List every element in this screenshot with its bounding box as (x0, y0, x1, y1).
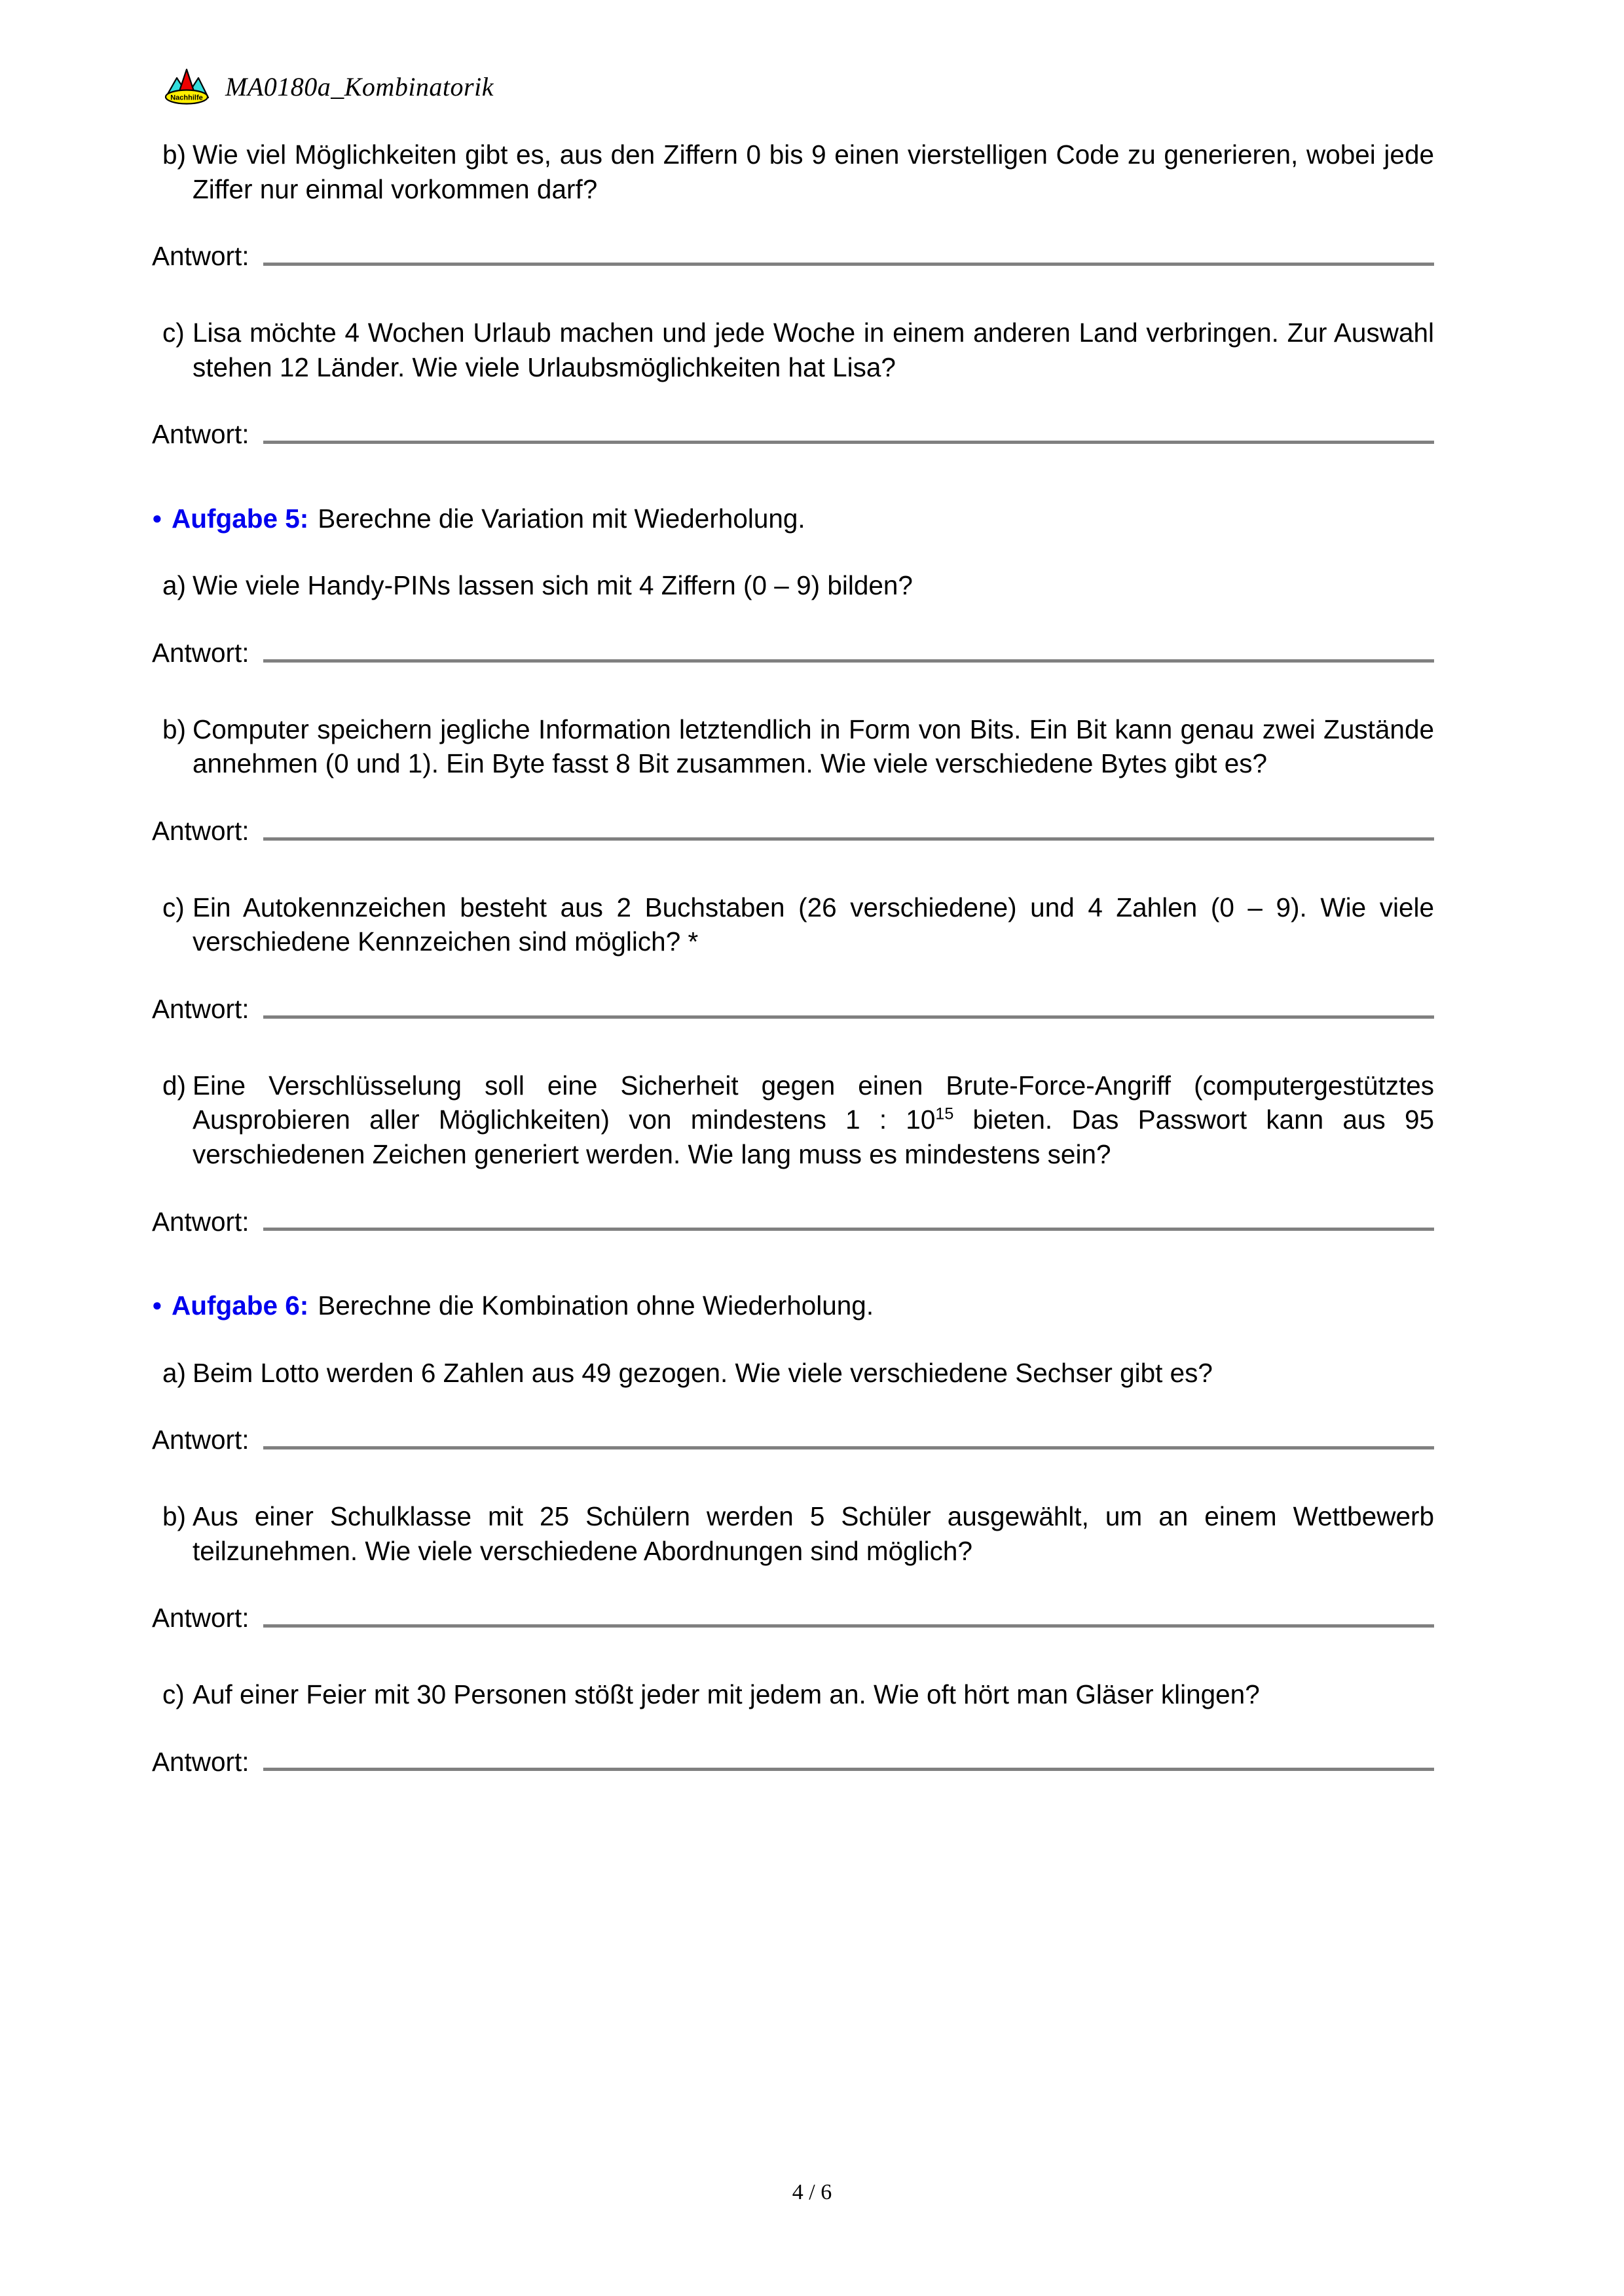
question-item (152, 137, 1434, 206)
answer-line[interactable] (152, 1601, 1434, 1635)
aufgabe-6-heading (152, 1288, 1434, 1323)
answer-rule[interactable] (263, 263, 1434, 266)
item-text: Wie viel Möglichkeiten gibt es, aus den Ziffern 0 bis 9 einen vierstelligen Code zu generieren, wobei jede Ziffer nur einmal vorkommen darf? (193, 139, 1434, 204)
answer-line[interactable] (152, 1745, 1434, 1779)
question-item (152, 1068, 1434, 1172)
answer-line[interactable] (152, 1423, 1434, 1457)
item-text: Aus einer Schulklasse mit 25 Schülern werden 5 Schüler ausgewählt, um an einem Wettbewerb teilzunehmen. Wie viele verschiedene Abordnungen sind möglich? (193, 1501, 1434, 1566)
logo-label: Nachhilfe (170, 94, 203, 102)
answer-rule[interactable] (263, 1446, 1434, 1449)
answer-line[interactable] (152, 1205, 1434, 1239)
nachhilfe-logo-icon (162, 67, 211, 105)
exponent: 15 (935, 1104, 954, 1123)
document-header (162, 63, 494, 109)
aufgabe-5-description: Berechne die Variation mit Wiederholung. (318, 503, 805, 534)
answer-rule[interactable] (263, 441, 1434, 444)
answer-rule[interactable] (263, 1624, 1434, 1628)
answer-label: Antwort: (152, 1746, 249, 1777)
bullet-icon: ● (152, 1295, 162, 1315)
item-marker: d) (162, 1070, 187, 1101)
answer-rule[interactable] (263, 1015, 1434, 1019)
item-text-part1: Eine Verschlüsselung soll eine Sicherheit gegen einen Brute-Force-Angriff (computergestütztes Ausprobieren aller Möglichkeiten) von mindestens 1 : 10 (193, 1070, 1434, 1135)
question-item (152, 712, 1434, 781)
bullet-icon: ● (152, 507, 162, 528)
answer-label: Antwort: (152, 816, 249, 847)
question-item (152, 1499, 1434, 1568)
item-marker: b) (162, 1501, 187, 1532)
answer-line[interactable] (152, 239, 1434, 274)
question-item (152, 1677, 1434, 1712)
answer-label: Antwort: (152, 419, 249, 450)
aufgabe-5-heading (152, 501, 1434, 536)
page-footer: 4 / 6 (792, 2180, 832, 2204)
item-text: Beim Lotto werden 6 Zahlen aus 49 gezogen. Wie viele verschiedene Sechser gibt es? (193, 1357, 1213, 1388)
question-item (152, 890, 1434, 959)
answer-label: Antwort: (152, 1206, 249, 1237)
item-text: Wie viele Handy-PINs lassen sich mit 4 Ziffern (0 – 9) bilden? (193, 570, 913, 601)
item-marker: a) (162, 1357, 187, 1388)
item-marker: a) (162, 570, 187, 601)
item-marker: b) (162, 139, 187, 170)
aufgabe-5-label: Aufgabe 5: (172, 503, 309, 534)
document-body (152, 137, 1434, 1779)
answer-label: Antwort: (152, 241, 249, 272)
answer-line[interactable] (152, 814, 1434, 848)
question-item (152, 568, 1434, 603)
question-item (152, 316, 1434, 384)
answer-line[interactable] (152, 636, 1434, 670)
answer-label: Antwort: (152, 1425, 249, 1455)
item-text: Computer speichern jegliche Information letztendlich in Form von Bits. Ein Bit kann genau zwei Zustände annehmen (0 und 1). Ein Byte fasst 8 Bit zusammen. Wie viele verschiedene Bytes gibt es? (193, 714, 1434, 779)
item-text (193, 1068, 1434, 1172)
item-marker: b) (162, 714, 187, 744)
answer-rule[interactable] (263, 1228, 1434, 1231)
item-marker: c) (162, 892, 185, 922)
aufgabe-6-description: Berechne die Kombination ohne Wiederholung. (318, 1290, 874, 1321)
answer-line[interactable] (152, 417, 1434, 452)
answer-label: Antwort: (152, 1603, 249, 1633)
item-marker: c) (162, 1679, 185, 1710)
answer-line[interactable] (152, 992, 1434, 1027)
aufgabe-6-label: Aufgabe 6: (172, 1290, 309, 1321)
page-title: MA0180a_Kombinatorik (225, 72, 494, 101)
answer-rule[interactable] (263, 659, 1434, 663)
answer-rule[interactable] (263, 837, 1434, 841)
item-text-part2: bieten. Das Passwort kann aus 95 verschiedenen Zeichen generiert werden. Wie lang muss es mindestens sein? (193, 1104, 1435, 1169)
item-text: Auf einer Feier mit 30 Personen stößt jeder mit jedem an. Wie oft hört man Gläser klingen? (193, 1679, 1260, 1710)
item-text: Lisa möchte 4 Wochen Urlaub machen und jede Woche in einem anderen Land verbringen. Zur Auswahl stehen 12 Länder. Wie viele Urlaubsmöglichkeiten hat Lisa? (193, 317, 1434, 382)
item-marker: c) (162, 317, 185, 348)
answer-label: Antwort: (152, 638, 249, 668)
answer-rule[interactable] (263, 1768, 1434, 1771)
question-item (152, 1356, 1434, 1391)
item-text: Ein Autokennzeichen besteht aus 2 Buchstaben (26 verschiedene) und 4 Zahlen (0 – 9). Wie viele verschiedene Kennzeichen sind möglich? * (193, 892, 1434, 957)
answer-label: Antwort: (152, 993, 249, 1024)
